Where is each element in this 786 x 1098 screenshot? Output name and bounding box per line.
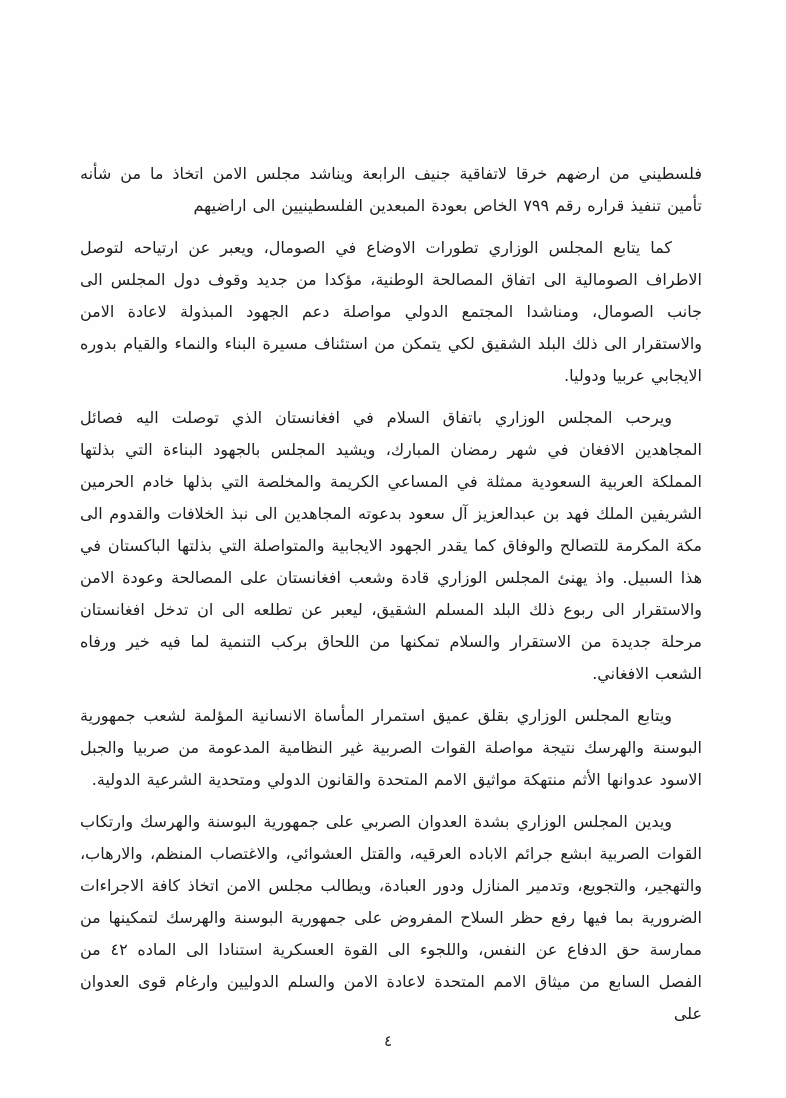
paragraph-serbian-aggression: ويدين المجلس الوزاري بشدة العدوان الصربي على جمهورية البوسنة والهرسك وارتكاب القوات الصربية ابشع جرائم الاباده العرقيه، والقتل العشوائي، والاغتصاب المنظم، والارهاب، والتهجير، والتجويع، وتدمير المنازل ودور العبادة، ويطالب مجلس الامن اتخاذ كافة الاجراءات الضرورية بما فيها رفع حظر السلاح المفروض على جمهورية البوسنة والهرسك لتمكينها من ممارسة حق الدفاع عن النفس، واللجوء الى القوة العسكرية استنادا الى الماده ٤٢ من الفصل السابع من ميثاق الامم المتحدة لاعادة الامن والسلم الدوليين وارغام قوى العدوان على <box>80 812 702 1023</box>
paragraph-somalia: كما يتابع المجلس الوزاري تطورات الاوضاع في الصومال، ويعبر عن ارتياحه لتوصل الاطراف الصومالية الى اتفاق المصالحة الوطنية، مؤكدا من جديد وقوف دول المجلس الى جانب الصومال، ومناشدا المجتمع الدولي مواصلة دعم الجهود المبذولة لاعادة الامن والاستقرار الى ذلك البلد الشقيق لكي يتمكن من استئناف مسيرة البناء والنماء والقيام بدوره الايجابي عربيا ودوليا. <box>80 238 702 385</box>
paragraph-palestine-deportees: فلسطيني من ارضهم خرقا لاتفاقية جنيف الرابعة ويناشد مجلس الامن اتخاذ ما من شأنه تأمين تنفيذ قراره رقم ٧٩٩ الخاص بعودة المبعدين الفلسطينيين الى اراضيهم <box>80 164 702 215</box>
paragraph-bosnia-tragedy: ويتابع المجلس الوزاري بقلق عميق استمرار المأساة الانسانية المؤلمة لشعب جمهورية البوسنة والهرسك نتيجة مواصلة القوات الصربية غير النظامية المدعومة من صربيا والجبل الاسود عدوانها الأثم منتهكة مواثيق الامم المتحدة والقانون الدولي ومتحدية الشرعية الدولية. <box>80 706 702 789</box>
paragraph-afghanistan-peace: ويرحب المجلس الوزاري باتفاق السلام في افغانستان الذي توصلت اليه فصائل المجاهدين الافغان في شهر رمضان المبارك، ويشيد المجلس بالجهود البناءة التي بذلتها المملكة العربية السعودية ممثلة في المساعي الكريمة والمخلصة التي بذلها خادم الحرمين الشريفين الملك فهد بن عبدالعزيز آل سعود بدعوته المجاهدين الى نبذ الخلافات والقدوم الى مكة المكرمة للتصالح والوفاق كما يقدر الجهود الايجابية والمتواصلة التي بذلتها الباكستان في هذا السبيل. واذ يهنئ المجلس الوزاري قادة وشعب افغانستان على المصالحة وعودة الامن والاستقرار الى ربوع ذلك البلد المسلم الشقيق، ليعبر عن تطلعه الى ان تدخل افغانستان مرحلة جديدة من الاستقرار والسلام تمكنها من اللحاق بركب التنمية لما فيه خير ورفاه الشعب الافغاني. <box>80 408 702 683</box>
page-number: ٤ <box>383 1032 393 1050</box>
document-body <box>80 158 702 1030</box>
